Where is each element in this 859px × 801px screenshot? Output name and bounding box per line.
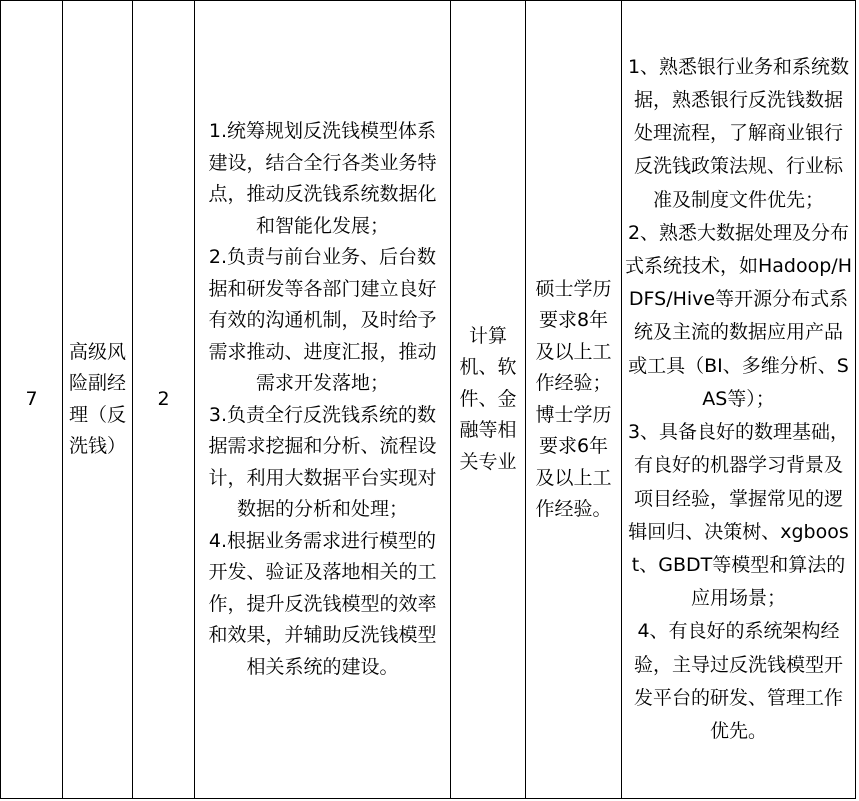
job-duties bbox=[195, 1, 451, 799]
duty-item: 4.根据业务需求进行模型的开发、验证及落地相关的工作，提升反洗钱模型的效率和效果，并辅助反洗钱模型相关系统的建设。 bbox=[208, 529, 437, 678]
education-experience: 硕士学历要求8年及以上工作经验；博士学历要求6年及以上工作经验。 bbox=[526, 1, 622, 799]
duty-item: 1.统筹规划反洗钱模型体系建设，结合全行各类业务特点，推动反洗钱系统数据化和智能化发展； bbox=[208, 120, 437, 237]
requirement-item: 1、熟悉银行业务和系统数据，熟悉银行反洗钱数据处理流程，了解商业银行反洗钱政策法规、行业标准及制度文件优先； bbox=[627, 55, 850, 211]
table-row bbox=[1, 1, 856, 799]
position-title: 高级风险副经理（反洗钱） bbox=[63, 1, 133, 799]
headcount: 2 bbox=[133, 1, 195, 799]
requirement-item: 2、熟悉大数据处理及分布式系统技术，如Hadoop/HDFS/Hive等开源分布式系统及主流的数据应用产品或工具（BI、多维分析、SAS等）； bbox=[625, 221, 852, 410]
requirement-item: 4、有良好的系统架构经验，主导过反洗钱模型开发平台的研发、管理工作优先。 bbox=[633, 620, 843, 742]
duty-item: 3.负责全行反洗钱系统的数据需求挖掘和分析、流程设计，利用大数据平台实现对数据的分析和处理； bbox=[208, 403, 437, 520]
major: 计算机、软件、金融等相关专业 bbox=[451, 1, 526, 799]
row-index: 7 bbox=[1, 1, 63, 799]
duty-item: 2.负责与前台业务、后台数据和研发等各部门建立良好有效的沟通机制，及时给予需求推动、进度汇报，推动需求开发落地； bbox=[208, 246, 437, 394]
job-requirements bbox=[622, 1, 856, 799]
requirement-item: 3、具备良好的数理基础，有良好的机器学习背景及项目经验，掌握常见的逻辑回归、决策树、xgboost、GBDT等模型和算法的应用场景； bbox=[627, 421, 850, 610]
